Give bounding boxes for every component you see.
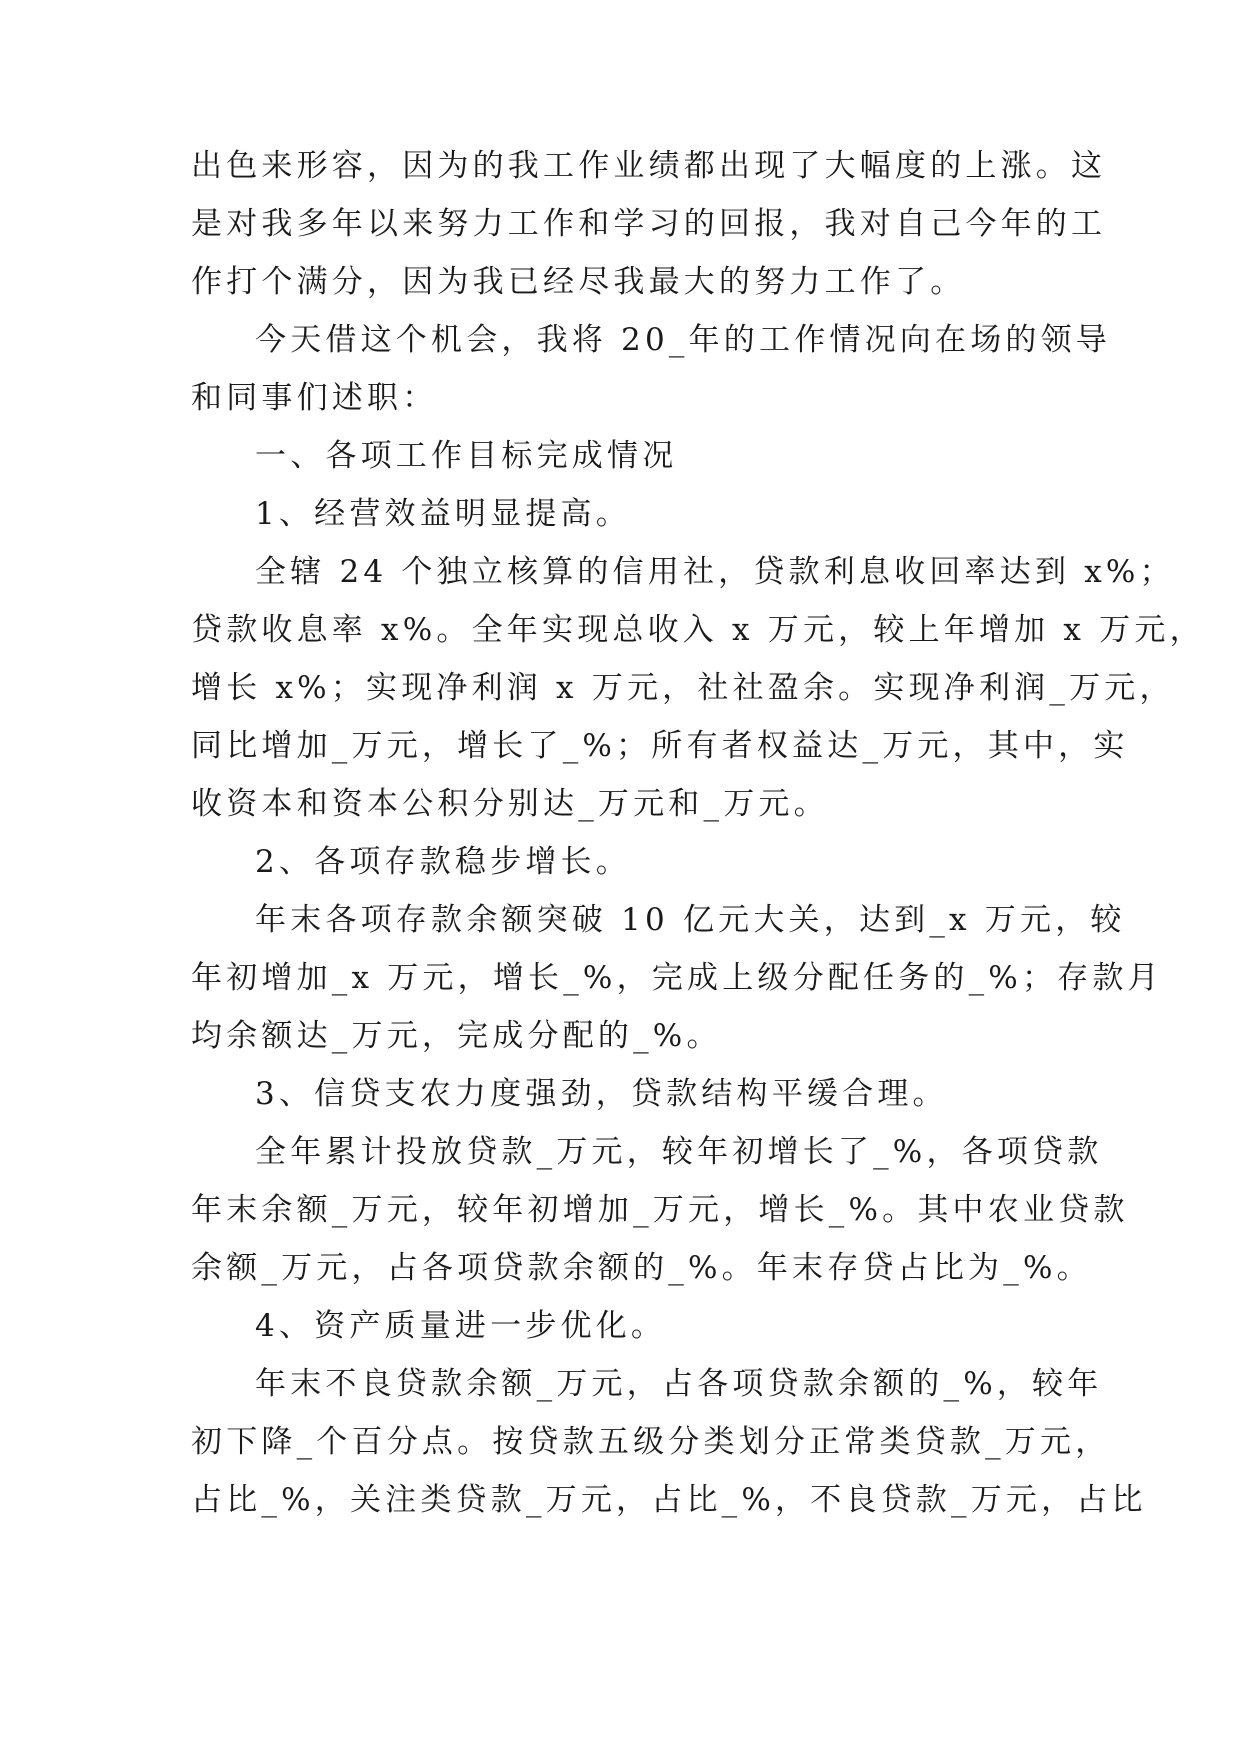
paragraph-line: 全辖 24 个独立核算的信用社，贷款利息收回率达到 x%； (255, 554, 1175, 590)
paragraph-line: 全年累计投放贷款_万元，较年初增长了_%，各项贷款 (255, 1134, 1103, 1170)
paragraph-line: 余额_万元，占各项贷款余额的_%。年末存贷占比为_%。 (191, 1250, 1092, 1286)
paragraph-line: 年末各项存款余额突破 10 亿元大关，达到_x 万元，较 (255, 902, 1126, 938)
subsection-heading: 3、信贷支农力度强劲，贷款结构平缓合理。 (255, 1076, 948, 1112)
subsection-heading: 4、资产质量进一步优化。 (255, 1308, 667, 1344)
paragraph-line: 年初增加_x 万元，增长_%，完成上级分配任务的_%；存款月 (191, 960, 1163, 996)
paragraph-line: 初下降_个百分点。按贷款五级分类划分正常类贷款_万元， (191, 1424, 1111, 1460)
subsection-heading: 1、经营效益明显提高。 (255, 496, 631, 532)
paragraph-line: 同比增加_万元，增长了_%；所有者权益达_万元，其中，实 (191, 728, 1129, 764)
paragraph-line: 今天借这个机会，我将 20_年的工作情况向在场的领导 (255, 322, 1111, 358)
paragraph-line: 收资本和资本公积分别达_万元和_万元。 (191, 786, 829, 822)
paragraph-line: 和同事们述职： (191, 380, 438, 416)
paragraph-line: 均余额达_万元，完成分配的_%。 (191, 1018, 722, 1054)
paragraph-line: 年末余额_万元，较年初增加_万元，增长_%。其中农业贷款 (191, 1192, 1129, 1228)
paragraph-line: 是对我多年以来努力工作和学习的回报，我对自己今年的工 (191, 206, 1107, 242)
subsection-heading: 2、各项存款稳步增长。 (255, 844, 631, 880)
paragraph-line: 出色来形容，因为的我工作业绩都出现了大幅度的上涨。这 (191, 148, 1107, 184)
paragraph-line: 贷款收息率 x%。全年实现总收入 x 万元，较上年增加 x 万元， (191, 612, 1205, 648)
paragraph-line: 增长 x%；实现净利润 x 万元，社社盈余。实现净利润_万元， (191, 670, 1175, 706)
paragraph-line: 占比_%，关注类贷款_万元，占比_%，不良贷款_万元，占比 (191, 1482, 1147, 1518)
paragraph-line: 作打个满分，因为我已经尽我最大的努力工作了。 (191, 264, 966, 300)
section-heading: 一、各项工作目标完成情况 (255, 438, 678, 474)
paragraph-line: 年末不良贷款余额_万元，占各项贷款余额的_%，较年 (255, 1366, 1103, 1402)
